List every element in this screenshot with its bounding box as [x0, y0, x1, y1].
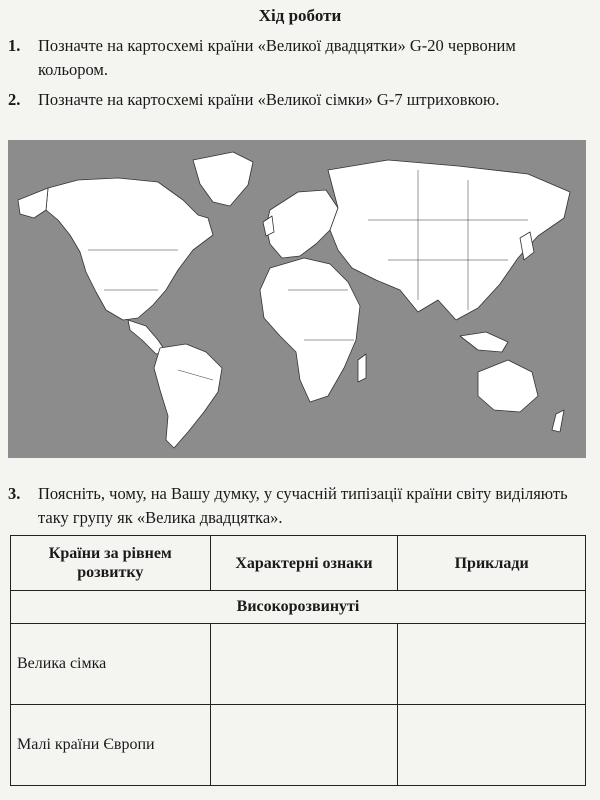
table-section-row: [11, 591, 586, 624]
task-1-text: Позначте на картосхемі країни «Великої двадцятки» G-20 червоним кольором.: [38, 36, 516, 79]
cell-g7-features[interactable]: [210, 624, 398, 705]
task-3-number: 3.: [8, 484, 21, 503]
column-header-features: Характерні ознаки: [210, 536, 398, 591]
task-2-number: 2.: [8, 90, 21, 109]
world-map[interactable]: [8, 140, 586, 458]
task-2: [8, 88, 588, 112]
cell-g7-examples[interactable]: [398, 624, 586, 705]
row-label-small-europe: Малі країни Європи: [11, 705, 211, 786]
table-row: [11, 624, 586, 705]
task-1: [8, 34, 588, 82]
table-row: [11, 705, 586, 786]
column-header-examples: Приклади: [398, 536, 586, 591]
table-header-row: [11, 536, 586, 591]
column-header-level: Країни за рівнем розвитку: [11, 536, 211, 591]
world-map-outline-icon: [8, 140, 586, 458]
development-table: [10, 535, 586, 786]
task-3-text: Поясніть, чому, на Вашу думку, у сучасній типізації країни світу виділяють таку групу як «Велика двадцятка».: [38, 484, 568, 527]
task-1-number: 1.: [8, 36, 21, 55]
cell-small-europe-features[interactable]: [210, 705, 398, 786]
row-label-g7: Велика сімка: [11, 624, 211, 705]
task-2-text: Позначте на картосхемі країни «Великої сімки» G-7 штриховкою.: [38, 90, 500, 109]
cell-small-europe-examples[interactable]: [398, 705, 586, 786]
task-3: [8, 482, 588, 530]
page-title: Хід роботи: [258, 6, 342, 25]
section-developed: Високорозвинуті: [11, 591, 586, 624]
